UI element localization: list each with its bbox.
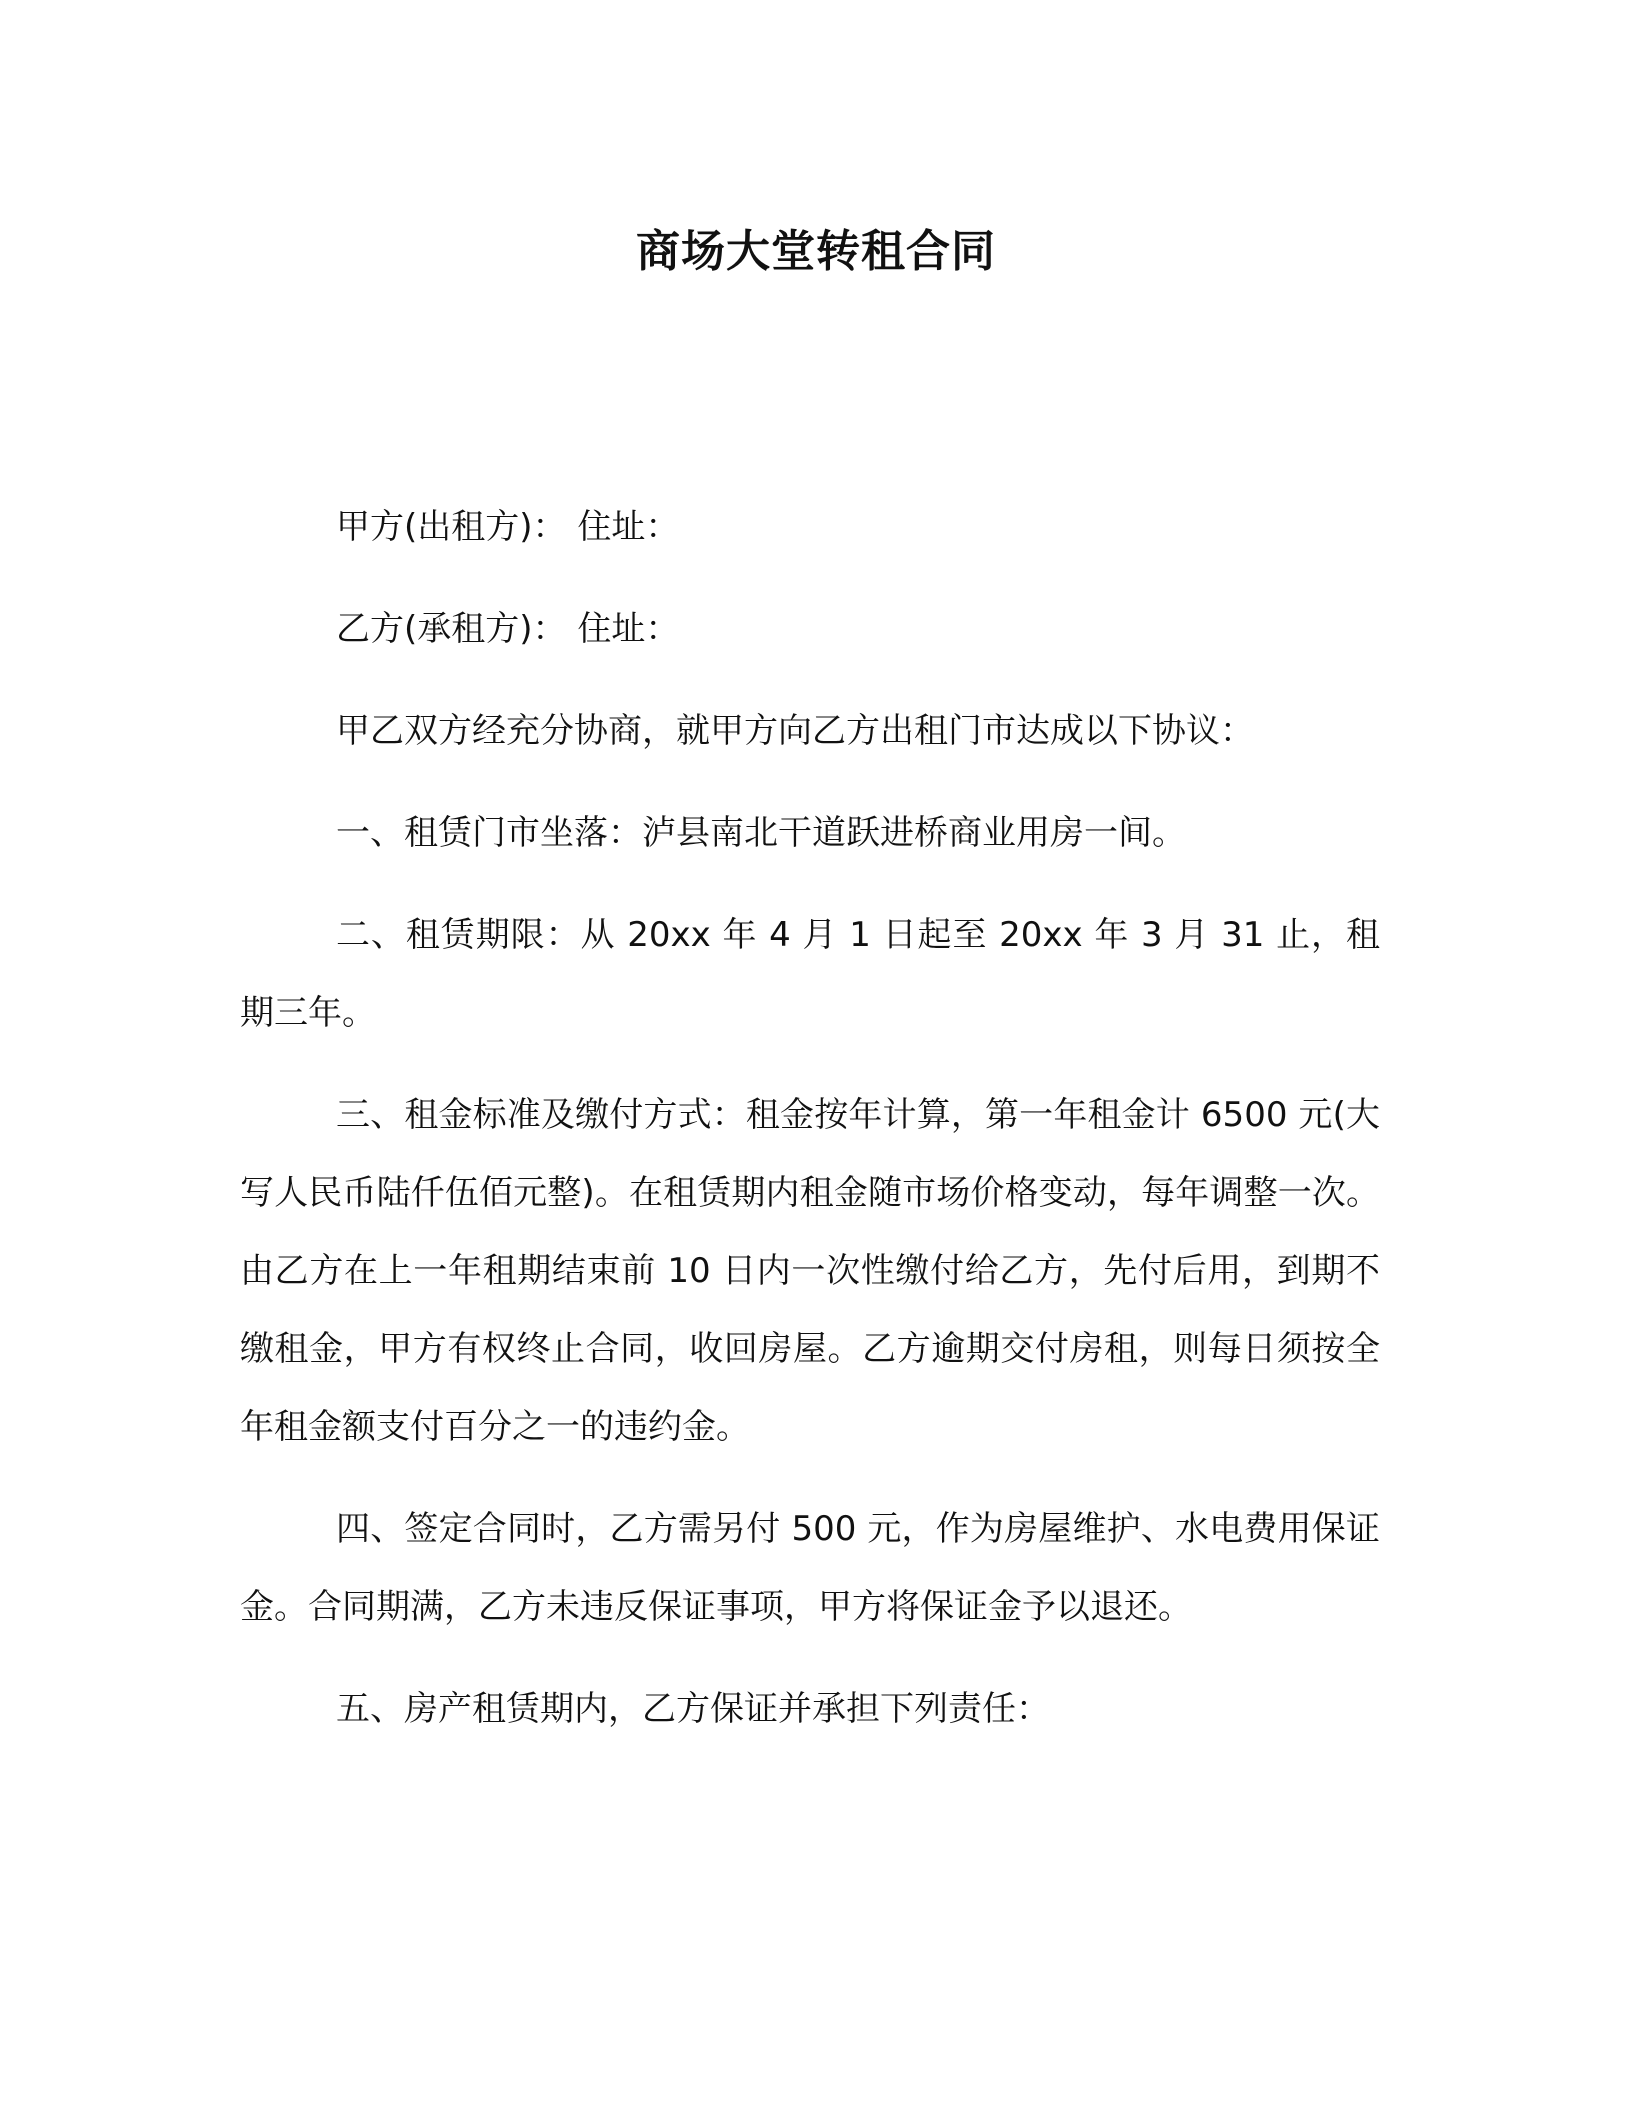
clause-5-responsibilities: 五、房产租赁期内，乙方保证并承担下列责任： (336, 1689, 1050, 1729)
clause-2-term: 二、租赁期限：从 20xx 年 4 月 1 日起至 20xx 年 3 月 31 止，租期三年。 (240, 915, 1380, 1033)
document-title: 商场大堂转租合同 (636, 226, 996, 277)
party-b-line: 乙方(承租方)： 住址： (336, 609, 680, 649)
party-a-line: 甲方(出租方)： 住址： (336, 507, 680, 547)
agreement-intro: 甲乙双方经充分协商，就甲方向乙方出租门市达成以下协议： (336, 711, 1254, 751)
clause-3-rent: 三、租金标准及缴付方式：租金按年计算，第一年租金计 6500 元(大写人民币陆仟伍佰元整)。在租赁期内租金随市场价格变动，每年调整一次。由乙方在上一年租期结束前 10 日内一次性缴付给乙方，先付后用，到期不缴租金，甲方有权终止合同，收回房屋。乙方逾期交付房租，则每日须按全年租金额支付百分之一的违约金。 (240, 1095, 1380, 1447)
clause-1-location: 一、租赁门市坐落：泸县南北干道跃进桥商业用房一间。 (336, 813, 1186, 853)
clause-4-deposit: 四、签定合同时，乙方需另付 500 元，作为房屋维护、水电费用保证金。合同期满，乙方未违反保证事项，甲方将保证金予以退还。 (240, 1509, 1380, 1627)
